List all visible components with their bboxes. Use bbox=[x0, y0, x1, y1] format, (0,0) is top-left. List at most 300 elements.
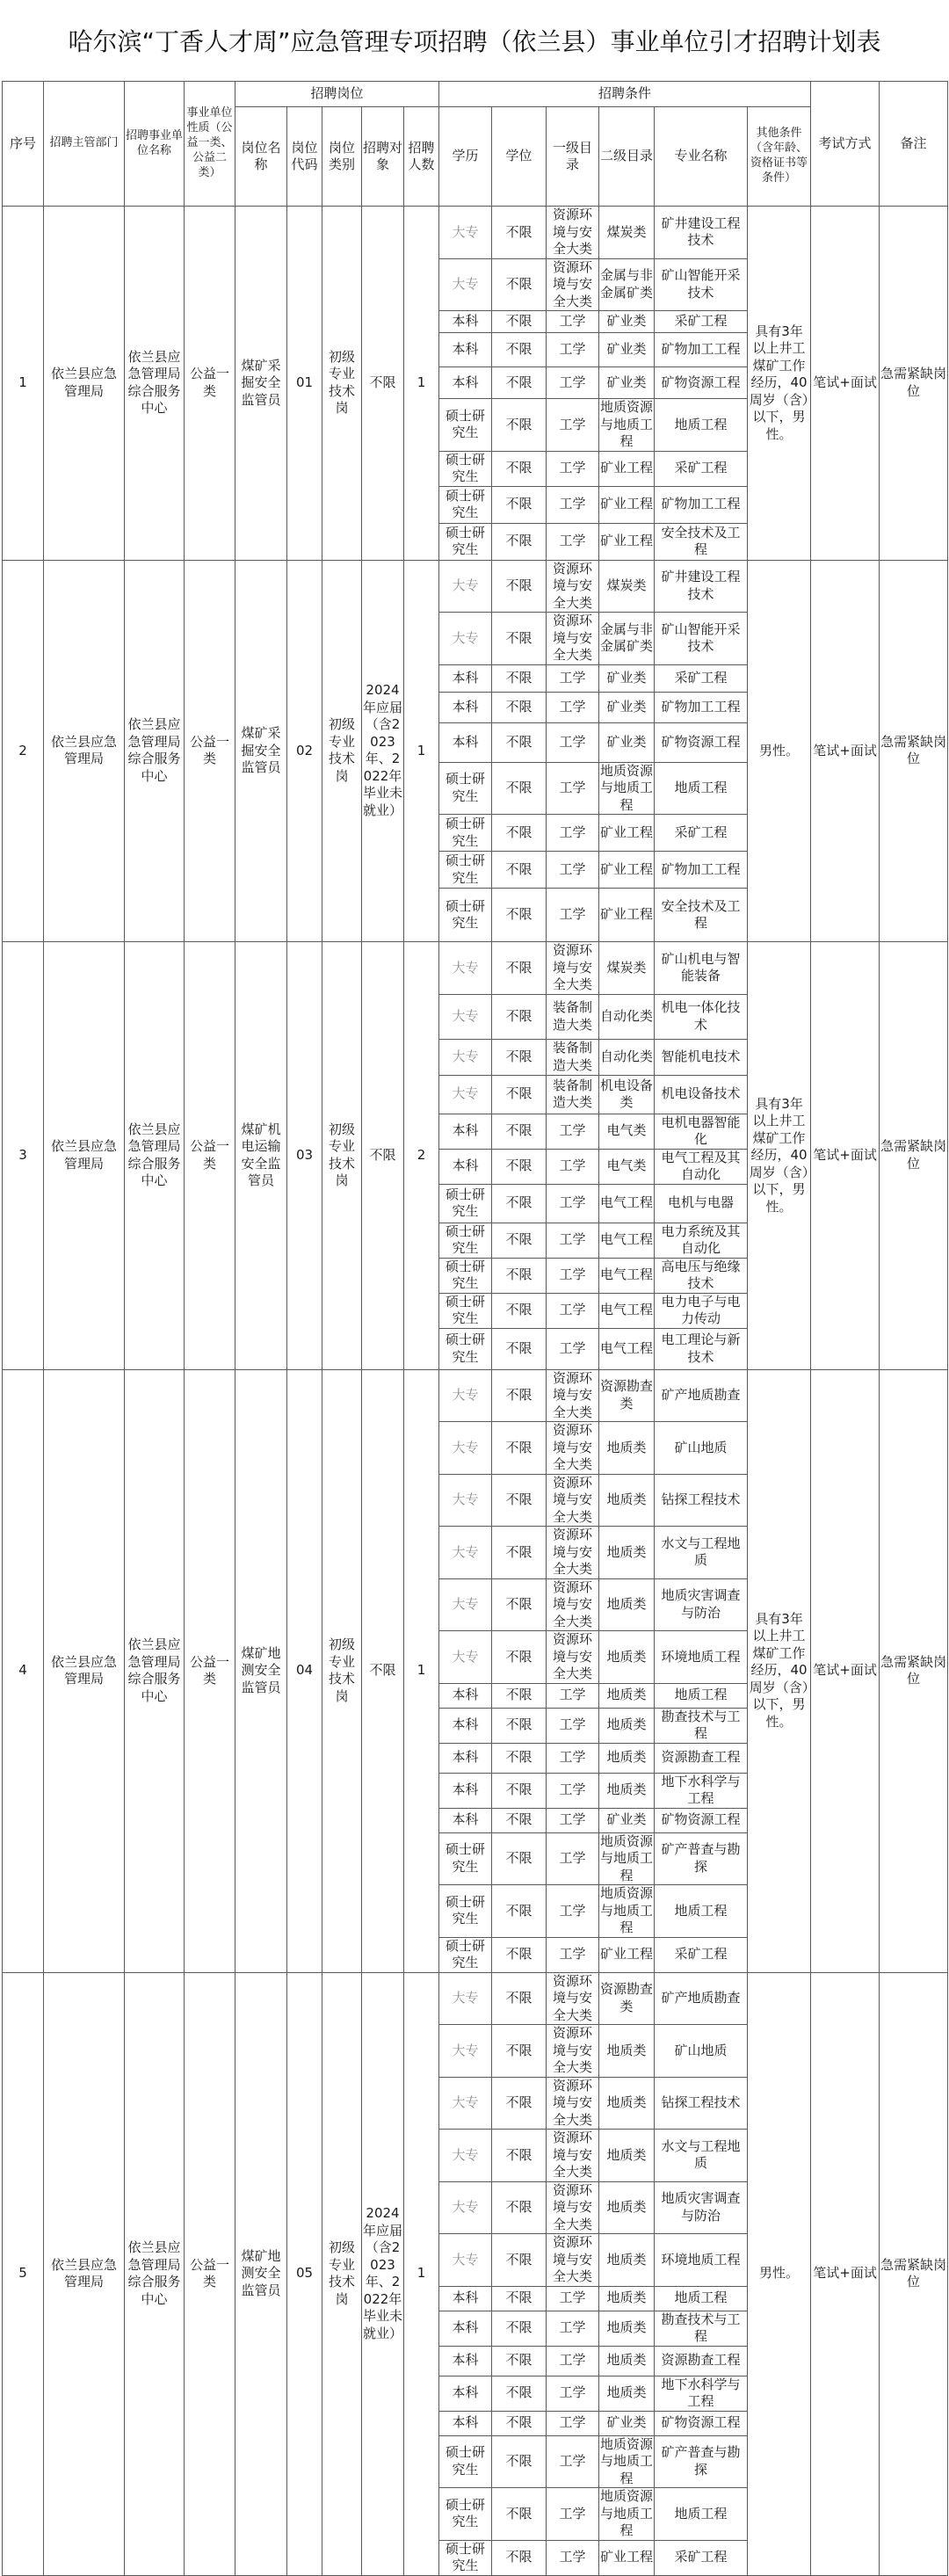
condition-major-name: 智能机电技术 bbox=[655, 1039, 748, 1075]
condition-major-name: 矿产普查与勘探 bbox=[655, 1832, 748, 1885]
condition-major-cat1: 装备制造大类 bbox=[547, 994, 599, 1039]
job-position-name: 煤矿地测安全监管员 bbox=[235, 1369, 287, 1972]
condition-major-name: 机电设备技术 bbox=[655, 1075, 748, 1114]
job-unit: 依兰县应急管理局综合服务中心 bbox=[125, 942, 185, 1370]
header-major-name: 专业名称 bbox=[655, 107, 748, 207]
condition-degree: 不限 bbox=[492, 2025, 547, 2078]
condition-degree: 不限 bbox=[492, 367, 547, 399]
condition-degree: 不限 bbox=[492, 399, 547, 452]
job-other-conditions: 男性。 bbox=[748, 1972, 811, 2575]
condition-major-name: 地质工程 bbox=[655, 1683, 748, 1708]
condition-major-cat1: 工学 bbox=[547, 399, 599, 452]
condition-major-name: 矿物加工工程 bbox=[655, 852, 748, 889]
condition-major-cat2: 地质资源与地质工程 bbox=[600, 2488, 654, 2538]
condition-major-cat2: 地质类 bbox=[599, 2130, 655, 2182]
page-title: 哈尔滨“丁香人才周”应急管理专项招聘（依兰县）事业单位引才招聘计划表 bbox=[68, 27, 881, 56]
condition-degree: 不限 bbox=[492, 1683, 547, 1708]
table-row bbox=[3, 560, 948, 613]
condition-major-cat1: 资源环境与安全大类 bbox=[547, 258, 599, 311]
condition-major-name: 地质工程 bbox=[655, 762, 748, 815]
condition-major-cat2: 地质类 bbox=[599, 1422, 655, 1475]
header-index: 序号 bbox=[3, 82, 44, 207]
condition-major-cat2: 矿业类 bbox=[599, 664, 655, 692]
job-department: 依兰县应急管理局 bbox=[44, 560, 125, 942]
condition-major-cat1: 资源环境与安全大类 bbox=[547, 942, 599, 995]
condition-degree: 不限 bbox=[492, 1885, 547, 1938]
condition-major-cat2: 地质类 bbox=[599, 2025, 655, 2078]
job-other-conditions: 具有3年以上井工煤矿工作经历，40周岁（含）以下，男性。 bbox=[748, 1369, 811, 1972]
condition-major-cat1: 工学 bbox=[547, 2346, 599, 2376]
job-other-conditions: 具有3年以上井工煤矿工作经历，40周岁（含）以下，男性。 bbox=[748, 207, 811, 561]
condition-major-cat1: 工学 bbox=[547, 486, 599, 523]
condition-major-cat1: 工学 bbox=[547, 367, 599, 399]
job-nature: 公益一类 bbox=[185, 942, 235, 1370]
condition-education: 本科 bbox=[439, 1773, 492, 1808]
condition-major-cat2: 电气工程 bbox=[599, 1328, 655, 1369]
condition-major-name: 环境地质工程 bbox=[655, 1631, 748, 1684]
condition-major-cat2: 矿业类 bbox=[599, 333, 655, 367]
condition-major-cat2: 地质类 bbox=[599, 1474, 655, 1527]
condition-major-cat2: 矿业类 bbox=[599, 722, 655, 762]
condition-major-cat2: 地质类 bbox=[599, 2286, 655, 2311]
condition-degree: 不限 bbox=[492, 1474, 547, 1527]
header-remark: 备注 bbox=[880, 82, 948, 207]
condition-degree: 不限 bbox=[492, 889, 547, 942]
condition-major-name: 钻探工程技术 bbox=[655, 1474, 748, 1527]
job-remark: 急需紧缺岗位 bbox=[880, 1369, 948, 1972]
condition-major-cat2: 矿业工程 bbox=[599, 523, 655, 560]
condition-education: 大专 bbox=[439, 994, 492, 1039]
header-position-type: 岗位类别 bbox=[322, 107, 362, 207]
condition-education: 大专 bbox=[439, 2130, 492, 2182]
condition-degree: 不限 bbox=[492, 258, 547, 311]
condition-major-cat2: 矿业工程 bbox=[599, 451, 655, 486]
condition-major-name: 电力系统及其自动化 bbox=[655, 1223, 748, 1258]
condition-major-cat1: 工学 bbox=[547, 1708, 599, 1743]
job-remark: 急需紧缺岗位 bbox=[880, 207, 948, 561]
condition-major-cat1: 工学 bbox=[547, 815, 599, 852]
job-other-conditions: 男性。 bbox=[748, 560, 811, 942]
condition-major-name: 矿物加工工程 bbox=[655, 486, 748, 523]
condition-degree: 不限 bbox=[492, 2234, 547, 2287]
job-position-type: 初级专业技术岗 bbox=[322, 1972, 362, 2575]
condition-education: 大专 bbox=[439, 2234, 492, 2287]
condition-degree: 不限 bbox=[492, 942, 547, 995]
condition-education: 本科 bbox=[439, 2411, 492, 2435]
condition-degree: 不限 bbox=[492, 664, 547, 692]
job-nature: 公益一类 bbox=[185, 560, 235, 942]
condition-major-cat2: 自动化类 bbox=[599, 1039, 655, 1075]
condition-major-cat1: 资源环境与安全大类 bbox=[547, 1578, 599, 1631]
condition-degree: 不限 bbox=[492, 762, 547, 815]
condition-education: 硕士研究生 bbox=[439, 1937, 492, 1972]
condition-major-name: 采矿工程 bbox=[655, 664, 748, 692]
condition-education: 大专 bbox=[439, 1972, 492, 2025]
condition-major-name: 环境地质工程 bbox=[655, 2234, 748, 2287]
condition-education: 硕士研究生 bbox=[439, 1832, 492, 1885]
condition-major-name: 矿物资源工程 bbox=[655, 1808, 748, 1832]
condition-degree: 不限 bbox=[492, 1328, 547, 1369]
condition-education: 硕士研究生 bbox=[439, 852, 492, 889]
condition-degree: 不限 bbox=[492, 523, 547, 560]
condition-major-cat2: 资源勘查类 bbox=[599, 1972, 655, 2025]
condition-education: 硕士研究生 bbox=[439, 2540, 492, 2575]
condition-degree: 不限 bbox=[492, 1832, 547, 1885]
condition-major-name: 矿山地质 bbox=[655, 2025, 748, 2078]
condition-major-cat1: 工学 bbox=[547, 692, 599, 722]
condition-major-cat2: 机电设备类 bbox=[599, 1075, 655, 1114]
job-exam-method: 笔试+面试 bbox=[811, 1972, 880, 2575]
condition-degree: 不限 bbox=[492, 1114, 547, 1149]
condition-major-cat1: 工学 bbox=[547, 1184, 599, 1223]
condition-education: 硕士研究生 bbox=[439, 762, 492, 815]
condition-degree: 不限 bbox=[492, 560, 547, 613]
condition-major-name: 电工理论与新技术 bbox=[655, 1328, 748, 1369]
job-count: 2 bbox=[404, 942, 439, 1370]
job-position-name: 煤矿采掘安全监管员 bbox=[235, 560, 287, 942]
condition-major-cat2: 地质资源与地质工程 bbox=[600, 1832, 654, 1883]
condition-degree: 不限 bbox=[492, 451, 547, 486]
condition-degree: 不限 bbox=[492, 2346, 547, 2376]
header-unit: 招聘事业单位名称 bbox=[125, 82, 185, 207]
job-position-type: 初级专业技术岗 bbox=[322, 207, 362, 561]
condition-major-cat2: 电气工程 bbox=[599, 1293, 655, 1328]
job-position-name: 煤矿地测安全监管员 bbox=[235, 1972, 287, 2575]
condition-major-cat1: 工学 bbox=[547, 2435, 599, 2488]
condition-major-cat2: 矿业类 bbox=[599, 367, 655, 399]
condition-major-cat2: 地质类 bbox=[599, 1708, 655, 1743]
condition-major-cat1: 资源环境与安全大类 bbox=[547, 1972, 599, 2025]
job-exam-method: 笔试+面试 bbox=[811, 560, 880, 942]
condition-major-cat2: 地质资源与地质工程 bbox=[600, 2435, 654, 2486]
condition-degree: 不限 bbox=[492, 486, 547, 523]
job-position-code: 04 bbox=[287, 1369, 322, 1972]
condition-major-cat1: 工学 bbox=[547, 2411, 599, 2435]
condition-degree: 不限 bbox=[492, 1369, 547, 1422]
job-position-code: 03 bbox=[287, 942, 322, 1370]
condition-major-cat1: 工学 bbox=[547, 1683, 599, 1708]
condition-major-cat1: 工学 bbox=[547, 2286, 599, 2311]
condition-degree: 不限 bbox=[492, 1293, 547, 1328]
job-position-type: 初级专业技术岗 bbox=[322, 560, 362, 942]
condition-degree: 不限 bbox=[492, 815, 547, 852]
condition-education: 大专 bbox=[439, 258, 492, 311]
condition-education: 硕士研究生 bbox=[439, 2435, 492, 2488]
condition-degree: 不限 bbox=[492, 1808, 547, 1832]
condition-major-cat2: 地质类 bbox=[599, 1683, 655, 1708]
condition-major-cat1: 工学 bbox=[547, 451, 599, 486]
condition-degree: 不限 bbox=[492, 692, 547, 722]
condition-degree: 不限 bbox=[492, 333, 547, 367]
condition-major-name: 采矿工程 bbox=[655, 2540, 748, 2575]
header-major-cat1: 一级目录 bbox=[547, 107, 599, 207]
condition-major-name: 电机与电器 bbox=[655, 1184, 748, 1223]
condition-education: 大专 bbox=[439, 1075, 492, 1114]
condition-education: 本科 bbox=[439, 333, 492, 367]
condition-major-cat1: 工学 bbox=[547, 852, 599, 889]
table-row bbox=[3, 1369, 948, 1422]
condition-major-name: 矿井建设工程技术 bbox=[655, 207, 748, 259]
condition-degree: 不限 bbox=[492, 1631, 547, 1684]
condition-degree: 不限 bbox=[492, 1972, 547, 2025]
condition-major-cat1: 资源环境与安全大类 bbox=[547, 1631, 599, 1684]
condition-major-cat1: 工学 bbox=[547, 2488, 599, 2541]
condition-major-cat1: 资源环境与安全大类 bbox=[547, 2130, 599, 2182]
header-target: 招聘对象 bbox=[362, 107, 404, 207]
condition-degree: 不限 bbox=[492, 1184, 547, 1223]
condition-major-cat1: 工学 bbox=[547, 1258, 599, 1293]
condition-education: 本科 bbox=[439, 692, 492, 722]
condition-major-cat2: 地质资源与地质工程 bbox=[600, 399, 654, 449]
condition-major-name: 电机电器智能化 bbox=[655, 1114, 748, 1149]
condition-degree: 不限 bbox=[492, 1039, 547, 1075]
condition-major-cat1: 装备制造大类 bbox=[547, 1075, 599, 1114]
condition-education: 大专 bbox=[439, 942, 492, 995]
condition-major-name: 矿山地质 bbox=[655, 1422, 748, 1475]
condition-major-name: 安全技术及工程 bbox=[655, 523, 748, 560]
condition-education: 本科 bbox=[439, 367, 492, 399]
condition-education: 硕士研究生 bbox=[439, 1328, 492, 1369]
condition-major-cat1: 资源环境与安全大类 bbox=[547, 560, 599, 613]
condition-major-cat2: 地质类 bbox=[599, 2234, 655, 2287]
condition-major-cat2: 矿业工程 bbox=[599, 486, 655, 523]
job-department: 依兰县应急管理局 bbox=[44, 207, 125, 561]
condition-degree: 不限 bbox=[492, 1223, 547, 1258]
condition-education: 大专 bbox=[439, 207, 492, 259]
condition-major-name: 采矿工程 bbox=[655, 1937, 748, 1972]
condition-education: 硕士研究生 bbox=[439, 2488, 492, 2541]
job-position-name: 煤矿机电运输安全监管员 bbox=[235, 942, 287, 1370]
condition-education: 大专 bbox=[439, 1039, 492, 1075]
condition-major-cat1: 工学 bbox=[547, 1114, 599, 1149]
condition-education: 本科 bbox=[439, 2311, 492, 2346]
condition-major-cat2: 电气类 bbox=[599, 1114, 655, 1149]
condition-education: 本科 bbox=[439, 1683, 492, 1708]
condition-education: 大专 bbox=[439, 1369, 492, 1422]
condition-degree: 不限 bbox=[492, 1527, 547, 1579]
condition-major-cat2: 矿业工程 bbox=[599, 889, 655, 942]
condition-major-cat2: 电气工程 bbox=[599, 1223, 655, 1258]
condition-education: 大专 bbox=[439, 613, 492, 665]
job-index: 2 bbox=[3, 560, 44, 942]
condition-major-cat2: 煤炭类 bbox=[599, 207, 655, 259]
condition-education: 大专 bbox=[439, 1474, 492, 1527]
condition-major-cat1: 资源环境与安全大类 bbox=[547, 1474, 599, 1527]
condition-education: 本科 bbox=[439, 722, 492, 762]
condition-education: 本科 bbox=[439, 2376, 492, 2411]
condition-major-cat2: 煤炭类 bbox=[599, 560, 655, 613]
table-row bbox=[3, 942, 948, 995]
condition-education: 硕士研究生 bbox=[439, 889, 492, 942]
job-remark: 急需紧缺岗位 bbox=[880, 942, 948, 1370]
job-position-code: 02 bbox=[287, 560, 322, 942]
job-position-type: 初级专业技术岗 bbox=[322, 1369, 362, 1972]
condition-education: 硕士研究生 bbox=[439, 1885, 492, 1938]
header-row-1 bbox=[3, 82, 948, 107]
condition-major-cat2: 资源勘查类 bbox=[599, 1369, 655, 1422]
header-nature: 事业单位性质（公益一类、公益二类） bbox=[185, 82, 235, 207]
table-body bbox=[3, 82, 948, 2576]
condition-education: 本科 bbox=[439, 1708, 492, 1743]
recruitment-plan-table bbox=[2, 81, 948, 2576]
condition-major-cat1: 工学 bbox=[547, 523, 599, 560]
condition-education: 大专 bbox=[439, 2025, 492, 2078]
condition-education: 硕士研究生 bbox=[439, 523, 492, 560]
condition-major-name: 矿山机电与智能装备 bbox=[655, 942, 748, 995]
job-position-code: 05 bbox=[287, 1972, 322, 2575]
condition-major-cat1: 工学 bbox=[547, 2540, 599, 2575]
condition-education: 大专 bbox=[439, 2181, 492, 2234]
condition-degree: 不限 bbox=[492, 1743, 547, 1773]
condition-major-name: 地质工程 bbox=[655, 399, 748, 452]
job-unit: 依兰县应急管理局综合服务中心 bbox=[125, 560, 185, 942]
condition-major-name: 安全技术及工程 bbox=[655, 889, 748, 942]
condition-major-cat2: 电气工程 bbox=[599, 1184, 655, 1223]
condition-major-name: 勘查技术与工程 bbox=[655, 2311, 748, 2346]
condition-major-cat1: 资源环境与安全大类 bbox=[547, 2077, 599, 2130]
job-count: 1 bbox=[404, 1369, 439, 1972]
condition-major-cat1: 资源环境与安全大类 bbox=[547, 1369, 599, 1422]
condition-degree: 不限 bbox=[492, 2181, 547, 2234]
job-remark: 急需紧缺岗位 bbox=[880, 1972, 948, 2575]
condition-major-cat2: 矿业工程 bbox=[599, 852, 655, 889]
condition-degree: 不限 bbox=[492, 311, 547, 333]
job-index: 3 bbox=[3, 942, 44, 1370]
condition-major-cat2: 矿业类 bbox=[599, 311, 655, 333]
condition-major-name: 矿山智能开采技术 bbox=[655, 613, 748, 665]
header-position-code: 岗位代码 bbox=[287, 107, 322, 207]
condition-major-cat1: 工学 bbox=[547, 1885, 599, 1938]
condition-major-name: 矿物资源工程 bbox=[655, 2411, 748, 2435]
condition-major-cat1: 装备制造大类 bbox=[547, 1039, 599, 1075]
condition-degree: 不限 bbox=[492, 722, 547, 762]
header-degree: 学位 bbox=[492, 107, 547, 207]
condition-major-cat1: 工学 bbox=[547, 2376, 599, 2411]
condition-major-cat1: 资源环境与安全大类 bbox=[547, 207, 599, 259]
condition-major-cat1: 资源环境与安全大类 bbox=[547, 2181, 599, 2234]
condition-education: 硕士研究生 bbox=[439, 1184, 492, 1223]
condition-degree: 不限 bbox=[492, 2311, 547, 2346]
condition-major-cat2: 地质类 bbox=[599, 1578, 655, 1631]
header-count: 招聘人数 bbox=[404, 107, 439, 207]
condition-degree: 不限 bbox=[492, 1773, 547, 1808]
condition-degree: 不限 bbox=[492, 1578, 547, 1631]
job-nature: 公益一类 bbox=[185, 1369, 235, 1972]
condition-major-name: 地质工程 bbox=[655, 1885, 748, 1938]
condition-education: 大专 bbox=[439, 560, 492, 613]
job-unit: 依兰县应急管理局综合服务中心 bbox=[125, 1369, 185, 1972]
condition-degree: 不限 bbox=[492, 2488, 547, 2541]
condition-major-cat1: 资源环境与安全大类 bbox=[547, 2234, 599, 2287]
condition-major-cat2: 金属与非金属矿类 bbox=[599, 258, 655, 311]
condition-major-cat1: 工学 bbox=[547, 2311, 599, 2346]
condition-education: 大专 bbox=[439, 2077, 492, 2130]
condition-major-name: 水文与工程地质 bbox=[655, 2130, 748, 2182]
condition-major-name: 地下水科学与工程 bbox=[655, 2376, 748, 2411]
job-index: 4 bbox=[3, 1369, 44, 1972]
condition-major-cat2: 电气类 bbox=[599, 1149, 655, 1184]
condition-major-name: 电力电子与电力传动 bbox=[655, 1293, 748, 1328]
condition-major-cat2: 地质类 bbox=[599, 1743, 655, 1773]
condition-major-cat1: 工学 bbox=[547, 1743, 599, 1773]
condition-degree: 不限 bbox=[492, 1258, 547, 1293]
condition-major-cat2: 地质类 bbox=[599, 1631, 655, 1684]
condition-degree: 不限 bbox=[492, 2411, 547, 2435]
header-other: 其他条件（含年龄、资格证书等条件） bbox=[748, 107, 811, 207]
condition-major-name: 资源勘查工程 bbox=[655, 2346, 748, 2376]
condition-major-name: 地质工程 bbox=[655, 2286, 748, 2311]
job-target: 不限 bbox=[362, 942, 404, 1370]
condition-major-name: 矿物加工工程 bbox=[655, 333, 748, 367]
table-row bbox=[3, 207, 948, 259]
condition-major-cat2: 地质类 bbox=[599, 2311, 655, 2346]
job-target: 2024年应届（含2023年、2022年毕业未就业） bbox=[362, 560, 404, 942]
condition-major-cat2: 地质类 bbox=[599, 2077, 655, 2130]
job-remark: 急需紧缺岗位 bbox=[880, 560, 948, 942]
condition-education: 硕士研究生 bbox=[439, 486, 492, 523]
condition-major-name: 矿产普查与勘探 bbox=[655, 2435, 748, 2488]
job-position-name: 煤矿采掘安全监管员 bbox=[235, 207, 287, 561]
condition-education: 本科 bbox=[439, 2286, 492, 2311]
condition-education: 硕士研究生 bbox=[439, 451, 492, 486]
job-count: 1 bbox=[404, 560, 439, 942]
job-department: 依兰县应急管理局 bbox=[44, 942, 125, 1370]
condition-major-cat1: 工学 bbox=[547, 722, 599, 762]
condition-major-cat1: 工学 bbox=[547, 1773, 599, 1808]
condition-major-name: 钻探工程技术 bbox=[655, 2077, 748, 2130]
condition-major-cat2: 地质类 bbox=[599, 2181, 655, 2234]
condition-major-cat2: 矿业工程 bbox=[599, 1937, 655, 1972]
condition-education: 硕士研究生 bbox=[439, 1293, 492, 1328]
condition-education: 本科 bbox=[439, 2346, 492, 2376]
job-exam-method: 笔试+面试 bbox=[811, 942, 880, 1370]
condition-major-cat2: 矿业工程 bbox=[599, 2540, 655, 2575]
condition-major-name: 高电压与绝缘技术 bbox=[655, 1258, 748, 1293]
condition-major-name: 采矿工程 bbox=[655, 451, 748, 486]
condition-degree: 不限 bbox=[492, 2435, 547, 2488]
condition-major-cat2: 地质类 bbox=[599, 1773, 655, 1808]
condition-major-cat2: 矿业类 bbox=[599, 692, 655, 722]
job-count: 1 bbox=[404, 1972, 439, 2575]
condition-major-cat1: 工学 bbox=[547, 1293, 599, 1328]
condition-degree: 不限 bbox=[492, 994, 547, 1039]
condition-major-cat1: 工学 bbox=[547, 1808, 599, 1832]
condition-degree: 不限 bbox=[492, 1708, 547, 1743]
condition-education: 本科 bbox=[439, 1743, 492, 1773]
condition-major-cat2: 金属与非金属矿类 bbox=[599, 613, 655, 665]
condition-education: 大专 bbox=[439, 1578, 492, 1631]
condition-major-cat1: 资源环境与安全大类 bbox=[547, 1527, 599, 1579]
job-department: 依兰县应急管理局 bbox=[44, 1972, 125, 2575]
condition-major-cat1: 工学 bbox=[547, 1223, 599, 1258]
job-target: 2024年应届（含2023年、2022年毕业未就业） bbox=[362, 1972, 404, 2575]
job-count: 1 bbox=[404, 207, 439, 561]
condition-education: 本科 bbox=[439, 664, 492, 692]
condition-major-cat1: 工学 bbox=[547, 1149, 599, 1184]
condition-major-name: 矿产地质勘查 bbox=[655, 1972, 748, 2025]
condition-major-cat1: 工学 bbox=[547, 311, 599, 333]
condition-major-name: 勘查技术与工程 bbox=[655, 1708, 748, 1743]
condition-degree: 不限 bbox=[492, 613, 547, 665]
condition-major-name: 矿物资源工程 bbox=[655, 367, 748, 399]
condition-major-cat2: 地质类 bbox=[599, 2376, 655, 2411]
condition-education: 硕士研究生 bbox=[439, 1223, 492, 1258]
condition-major-cat1: 工学 bbox=[547, 889, 599, 942]
condition-education: 本科 bbox=[439, 311, 492, 333]
condition-education: 大专 bbox=[439, 1631, 492, 1684]
condition-major-name: 水文与工程地质 bbox=[655, 1527, 748, 1579]
condition-major-cat2: 矿业类 bbox=[599, 1808, 655, 1832]
